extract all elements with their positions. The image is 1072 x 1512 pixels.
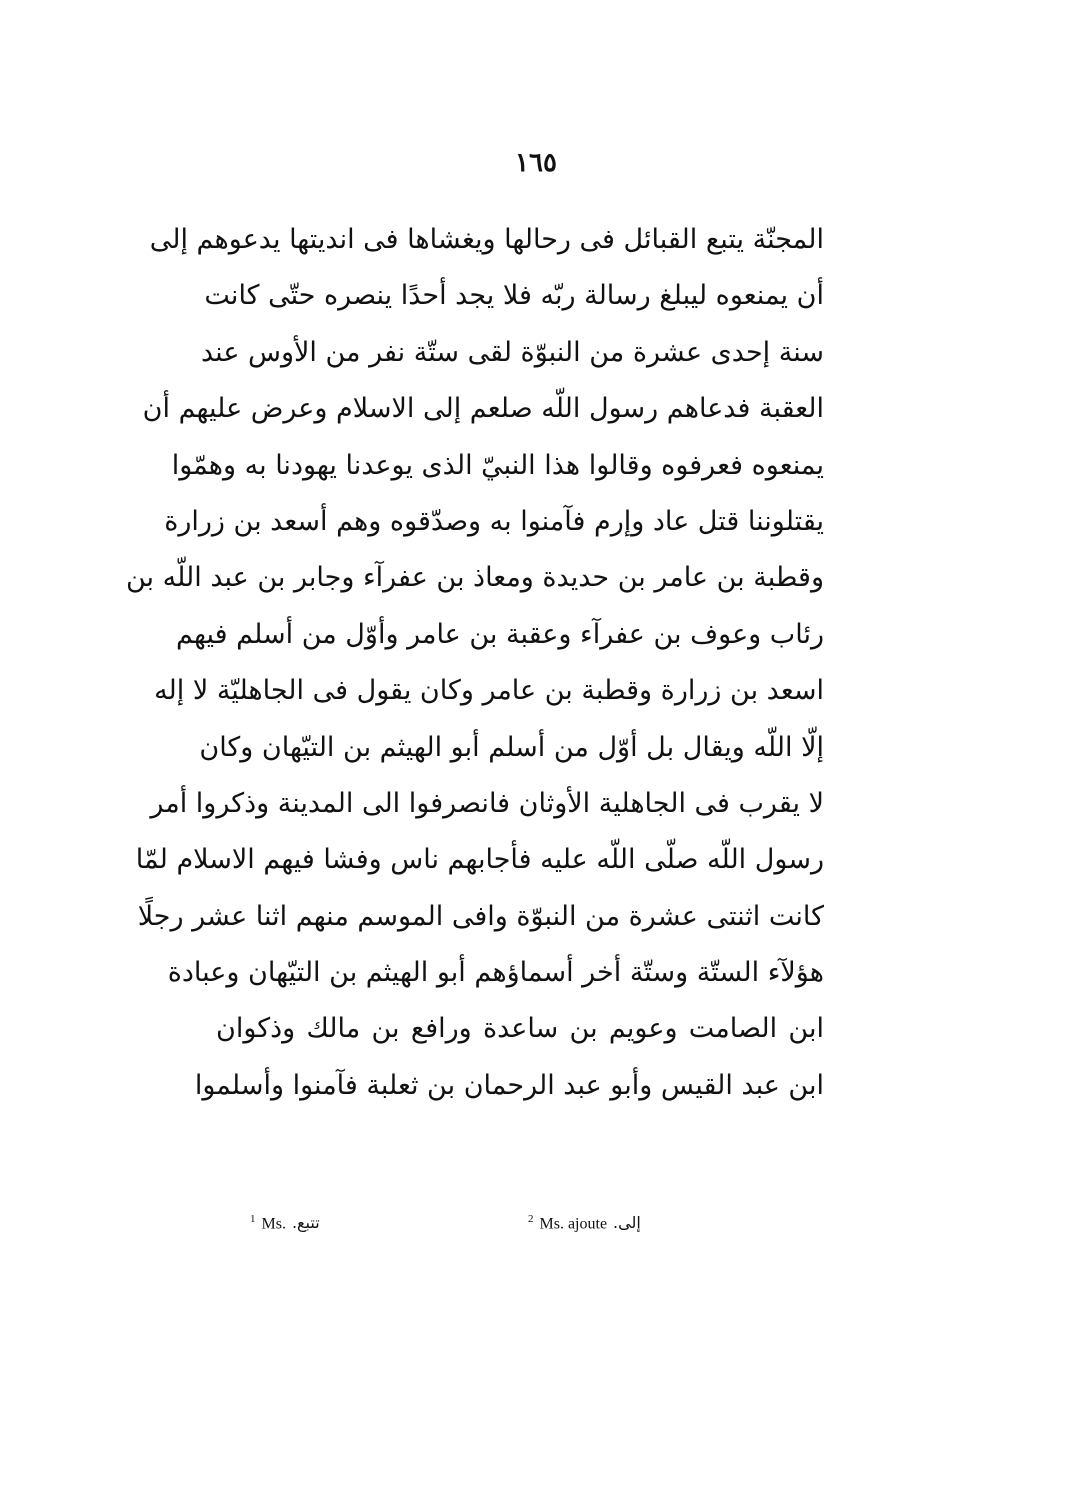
footnote-1-arabic: تتبع. [291,1213,320,1233]
text-line-3-content: سنة إحدى عشرة من النبوّة لقى ستّة نفر من الأوس عند [201,336,824,368]
text-line-13 [137,889,824,945]
footnote-1-marker: 1 [250,1213,256,1225]
footnote-1-text: Ms. [261,1215,286,1233]
footnote-2 [528,1213,641,1233]
text-line-4 [142,381,824,437]
text-line-12 [135,832,824,888]
text-line-7-content: وقطبة بن عامر بن حديدة ومعاذ بن عفرآء وجابر بن عبد اللّه بن [125,562,824,594]
text-line-9 [154,663,824,719]
text-line-13-content: كانت اثنتى عشرة من النبوّة وافى الموسم منهم اثنا عشر رجلًا [137,900,824,932]
body-text [125,212,824,1114]
text-line-5 [171,438,824,494]
text-line-10-content: إلّا اللّه ويقال بل أوّل من أسلم أبو الهيثم بن التيّهان وكان [199,731,824,763]
footnote-2-marker: 2 [528,1213,534,1225]
text-line-16 [194,1058,824,1114]
text-line-3 [201,325,824,381]
text-line-7 [125,550,824,606]
text-line-11 [150,776,824,832]
text-line-14-content: هؤلآء الستّة وستّة أخر أسماؤهم أبو الهيثم بن التيّهان وعبادة [167,957,824,989]
text-line-5-content: يمنعوه فعرفوه وقالوا هذا النبيّ الذى يوعدنا يهودنا به وهمّوا [171,449,824,481]
text-line-12-content: رسول اللّه صلّى اللّه عليه فأجابهم ناس وفشا فيهم الاسلام لمّا [135,844,824,876]
text-line-1 [149,212,824,268]
text-line-4-content: العقبة فدعاهم رسول اللّه صلعم إلى الاسلام وعرض عليهم أن [142,393,824,425]
footnote-2-arabic: إلى. [613,1213,641,1233]
page-number: ١٦٥ [515,148,557,178]
footnotes [216,1205,824,1245]
text-line-9-content: اسعد بن زرارة وقطبة بن عامر وكان يقول فى الجاهليّة لا إله [154,675,824,707]
text-line-15 [216,1001,824,1057]
text-line-6 [164,494,824,550]
text-line-6-content: يقتلوننا قتل عاد وإرم فآمنوا به وصدّقوه وهم أسعد بن زرارة [164,505,824,537]
text-line-11-content: لا يقرب فى الجاهلية الأوثان فانصرفوا الى المدينة وذكروا أمر [150,787,824,819]
footnote-1 [250,1213,320,1233]
footnote-2-text: Ms. ajoute [539,1215,608,1233]
text-line-1-content: المجنّة يتبع القبائل فى رحالها ويغشاها فى انديتها يدعوهم إلى [149,224,824,255]
text-line-14 [167,945,824,1001]
text-line-8 [176,607,824,663]
text-line-8-content: رئاب وعوف بن عفرآء وعقبة بن عامر وأوّل من أسلم فيهم [176,618,824,650]
text-line-2 [204,268,824,324]
text-line-15-content: ابن الصامت وعويم بن ساعدة ورافع بن مالك وذكوان [216,1013,824,1045]
text-line-16-content: ابن عبد القيس وأبو عبد الرحمان بن ثعلبة فآمنوا وأسلموا [194,1069,824,1101]
text-line-10 [199,720,824,776]
text-line-2-content: أن يمنعوه ليبلغ رسالة ربّه فلا يجد أحدًا ينصره حتّى كانت [204,280,824,312]
